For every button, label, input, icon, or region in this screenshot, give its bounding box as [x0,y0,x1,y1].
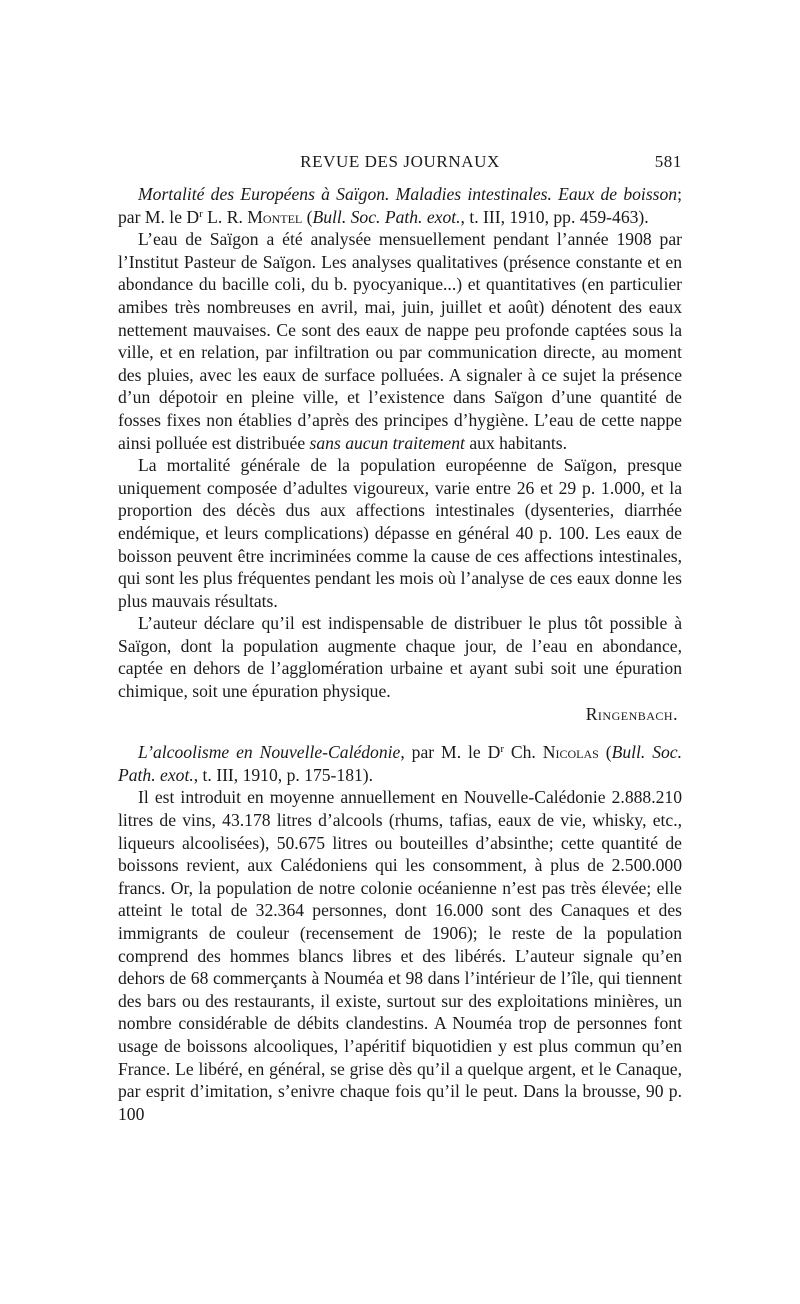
article-paragraph: Il est introduit en moyenne annuellement en Nouvelle-Calédonie 2.888.210 litres de vins, 43.178 litres d’alcools (rhums, tafias, eaux de vie, whisky, etc., liqueurs alcoolisées), 50.675 litres ou bouteilles d’absinthe; cette quantité de boissons revient, aux Calédoniens qui les consomment, à plus de 2.500.000 francs. Or, la population de notre colonie océanienne n’est pas très élevée; elle atteint le total de 32.364 personnes, dont 16.000 sont des Canaques et des immigrants de couleur (recensement de 1906); le reste de la population comprend des hommes blancs libres et des libérés. L’auteur signale qu’en dehors de 68 commerçants à Nouméa et 98 dans l’intérieur de l’île, qui tiennent des bars ou des restaurants, il existe, surtout sur des exploitations minières, un nombre considérable de débits clandestins. A Nouméa trop de personnes font usage de boissons alcooliques, l’apéritif biquotidien y est plus commun qu’en France. Le libéré, en général, se grise dès qu’il a quelque argent, et le Canaque, par esprit d’imitation, s’enivre chaque fois qu’il le peut. Dans la brousse, 90 p. 100 [118,787,682,1124]
article-paragraph: L’auteur déclare qu’il est indispensable de distribuer le plus tôt possible à Saïgon, dont la population augmente chaque jour, de l’eau en abondance, captée en dehors de l’agglomération urbaine et ayant subi soit une épuration chimique, soit une épuration physique. [118,613,682,702]
reviewer-signature: Ringenbach. [585,703,678,724]
running-header [118,152,682,178]
article-paragraph [118,228,682,454]
source-open: ( [302,206,313,227]
author-name: Montel [247,206,303,227]
author-initials: Ch. [503,742,543,763]
source-citation: , t. III, 1910, p. 175-181). [193,764,374,785]
article-reference [118,741,682,786]
author-name: Nicolas [542,742,599,763]
source-journal: Bull. Soc. Path. exot. [312,206,461,227]
author-initials: L. R. [202,206,248,227]
paragraph-text: L’eau de Saïgon a été analysée mensuellement pendant l’année 1908 par l’Institut Pasteur de Saïgon. Les analyses qualitatives (présence constante et en abondance du bacille coli, du b. pyocyanique...) et quantitatives (en particulier amibes très nombreuses en avril, mai, juin, juillet et août) dénotent des eaux nettement mauvaises. Ce sont des eaux de nappe peu profonde captées sous la ville, et en relation, par infiltration ou par communication directe, au moment des pluies, avec les eaux de surface polluées. A signaler à ce sujet la présence d’un dépotoir en pleine ville, et l’existence dans Saïgon d’une quantité de fosses fixes non établies d’après des principes d’hygiène. L’eau de cette nappe ainsi polluée est distribuée [118,229,682,453]
running-title: REVUE DES JOURNAUX [300,152,500,171]
article-title: L’alcoolisme en Nouvelle-Calédonie [138,742,401,763]
source-journal: Bull. Soc. Path. exot. [118,742,683,785]
author-prefix: ; par M. le D [118,184,682,227]
emphasis-text: sans aucun traitement [309,432,465,453]
page-body [118,183,682,1125]
paragraph-end: aux habitants. [464,432,568,453]
article-reference [118,183,682,228]
article-separator [118,725,682,741]
source-citation: , t. III, 1910, pp. 459-463). [460,206,649,227]
source-open: ( [598,742,612,763]
article-paragraph: La mortalité générale de la population européenne de Saïgon, presque uniquement composée d’adultes vigoureux, varie entre 26 et 29 p. 1.000, et la proportion des décès dus aux affections intestinales (dysenteries, diarrhée endémique, et leurs complications) dépasse en général 40 p. 100. Les eaux de boisson peuvent être incriminées comme la cause de ces affections intestinales, qui sont les plus fréquentes pendant les mois où l’analyse de ces eaux donne les plus mauvais résultats. [118,455,682,611]
article-title: Mortalité des Européens à Saïgon. Maladies intestinales. Eaux de boisson [138,184,678,204]
author-prefix: , par M. le D [400,742,501,763]
title-abbrev-sup: r [199,207,203,220]
page-number: 581 [654,152,682,171]
title-abbrev-sup: r [500,743,504,756]
